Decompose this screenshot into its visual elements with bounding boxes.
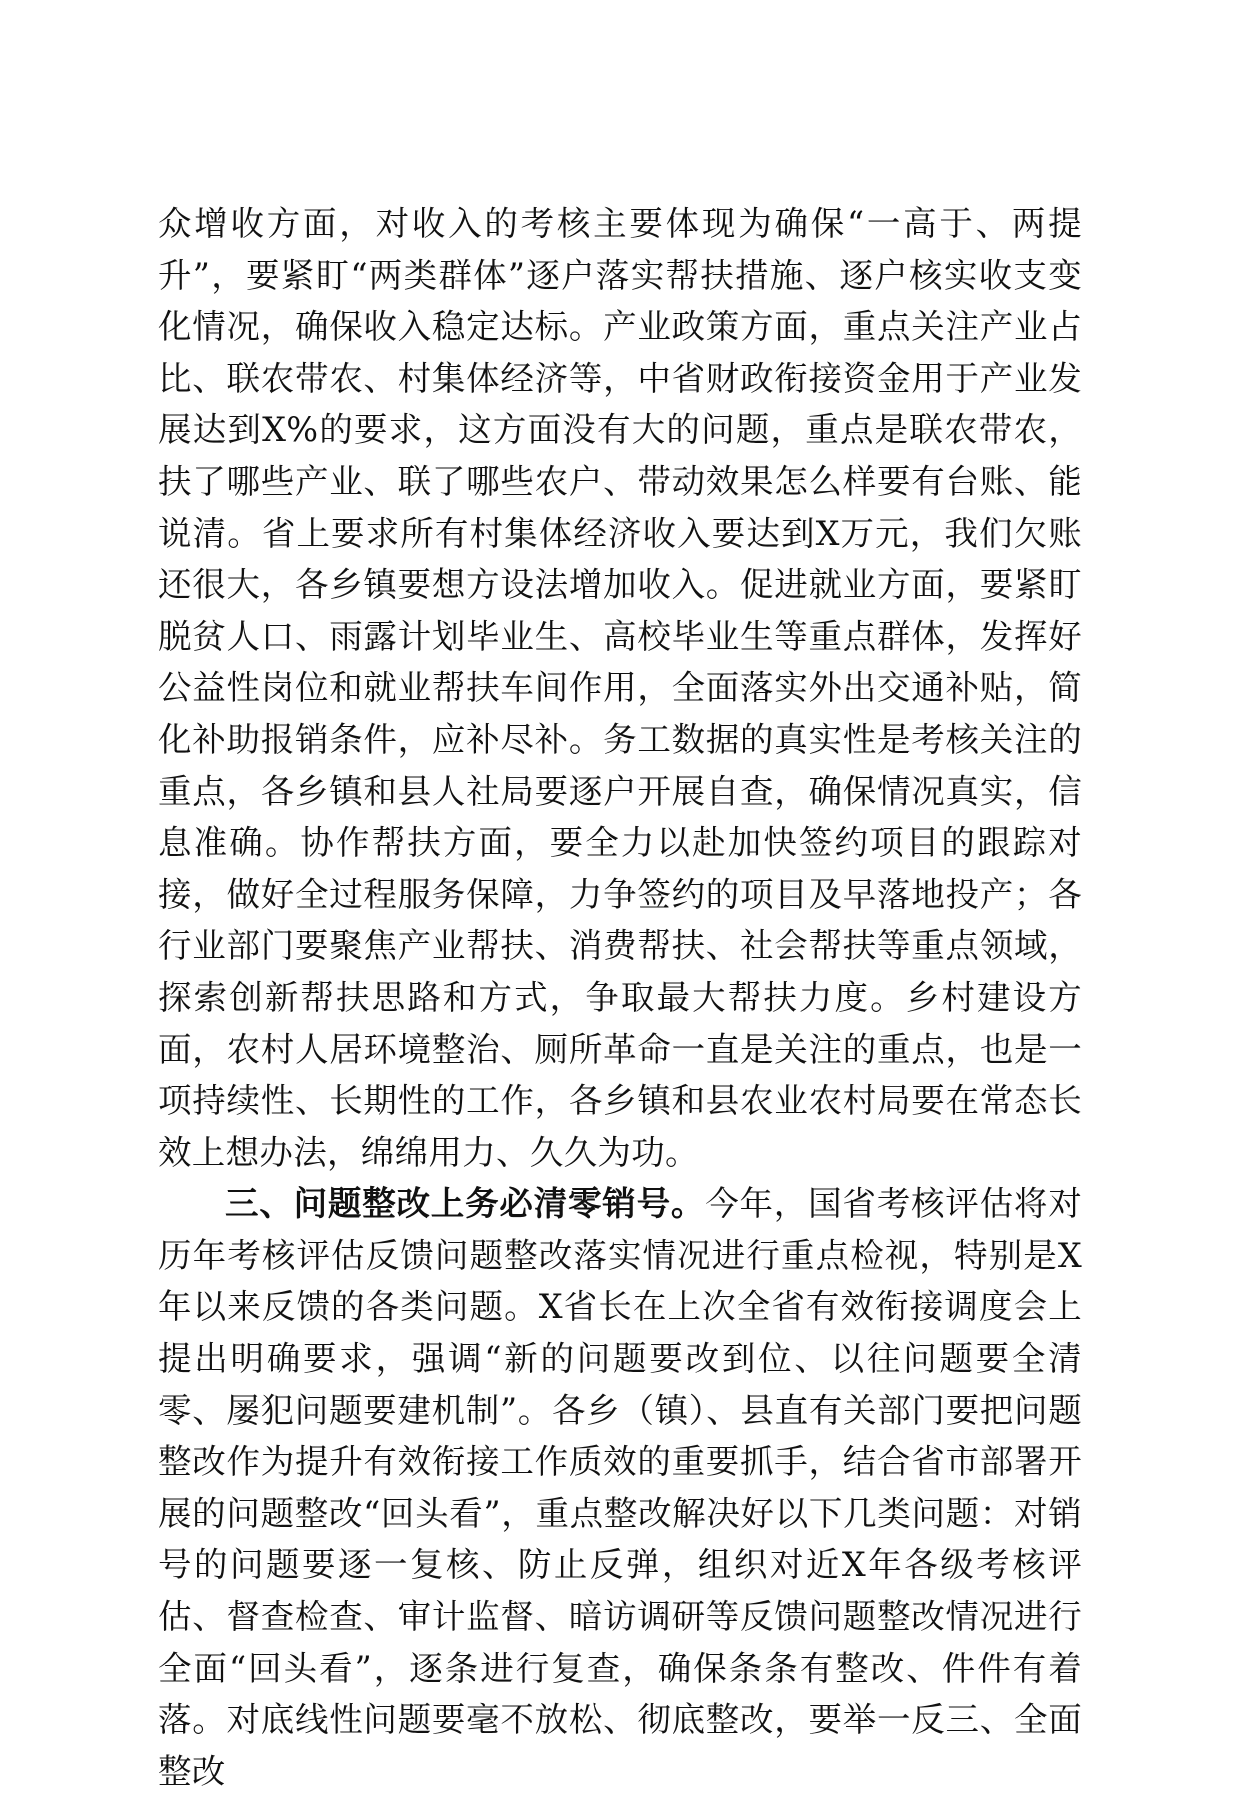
body-paragraph: 众增收方面，对收入的考核主要体现为确保“一高于、两提升”，要紧盯“两类群体”逐户落实帮扶措施、逐户核实收支变化情况，确保收入稳定达标。产业政策方面，重点关注产业占比、联农带农、村集体经济等，中省财政衔接资金用于产业发展达到X%的要求，这方面没有大的问题，重点是联农带农，扶了哪些产业、联了哪些农户、带动效果怎么样要有台账、能说清。省上要求所有村集体经济收入要达到X万元，我们欠账还很大，各乡镇要想方设法增加收入。促进就业方面，要紧盯脱贫人口、雨露计划毕业生、高校毕业生等重点群体，发挥好公益性岗位和就业帮扶车间作用，全面落实外出交通补贴，简化补助报销条件，应补尽补。务工数据的真实性是考核关注的重点，各乡镇和县人社局要逐户开展自查，确保情况真实，信息准确。协作帮扶方面，要全力以赴加快签约项目的跟踪对接，做好全过程服务保障，力争签约的项目及早落地投产；各行业部门要聚焦产业帮扶、消费帮扶、社会帮扶等重点领域，探索创新帮扶思路和方式，争取最大帮扶力度。乡村建设方面，农村人居环境整治、厕所革命一直是关注的重点，也是一项持续性、长期性的工作，各乡镇和县农业农村局要在常态长效上想办法，绵绵用力、久久为功。 bbox=[158, 204, 1082, 1172]
document-page bbox=[158, 198, 1082, 1797]
section-body: 今年，国省考核评估将对历年考核评估反馈问题整改落实情况进行重点检视，特别是X年以来反馈的各类问题。X省长在上次全省有效衔接调度会上提出明确要求，强调“新的问题要改到位、以往问题要全清零、屡犯问题要建机制”。各乡（镇）、县直有关部门要把问题整改作为提升有效衔接工作质效的重要抓手，结合省市部署开展的问题整改“回头看”，重点整改解决好以下几类问题：对销号的问题要逐一复核、防止反弹，组织对近X年各级考核评估、督查检查、审计监督、暗访调研等反馈问题整改情况进行全面“回头看”，逐条进行复查，确保条条有整改、件件有着落。对底线性问题要毫不放松、彻底整改，要举一反三、全面整改 bbox=[158, 1184, 1082, 1791]
section-heading: 三、问题整改上务必清零销号。 bbox=[225, 1184, 706, 1224]
section-paragraph bbox=[158, 1178, 1082, 1797]
